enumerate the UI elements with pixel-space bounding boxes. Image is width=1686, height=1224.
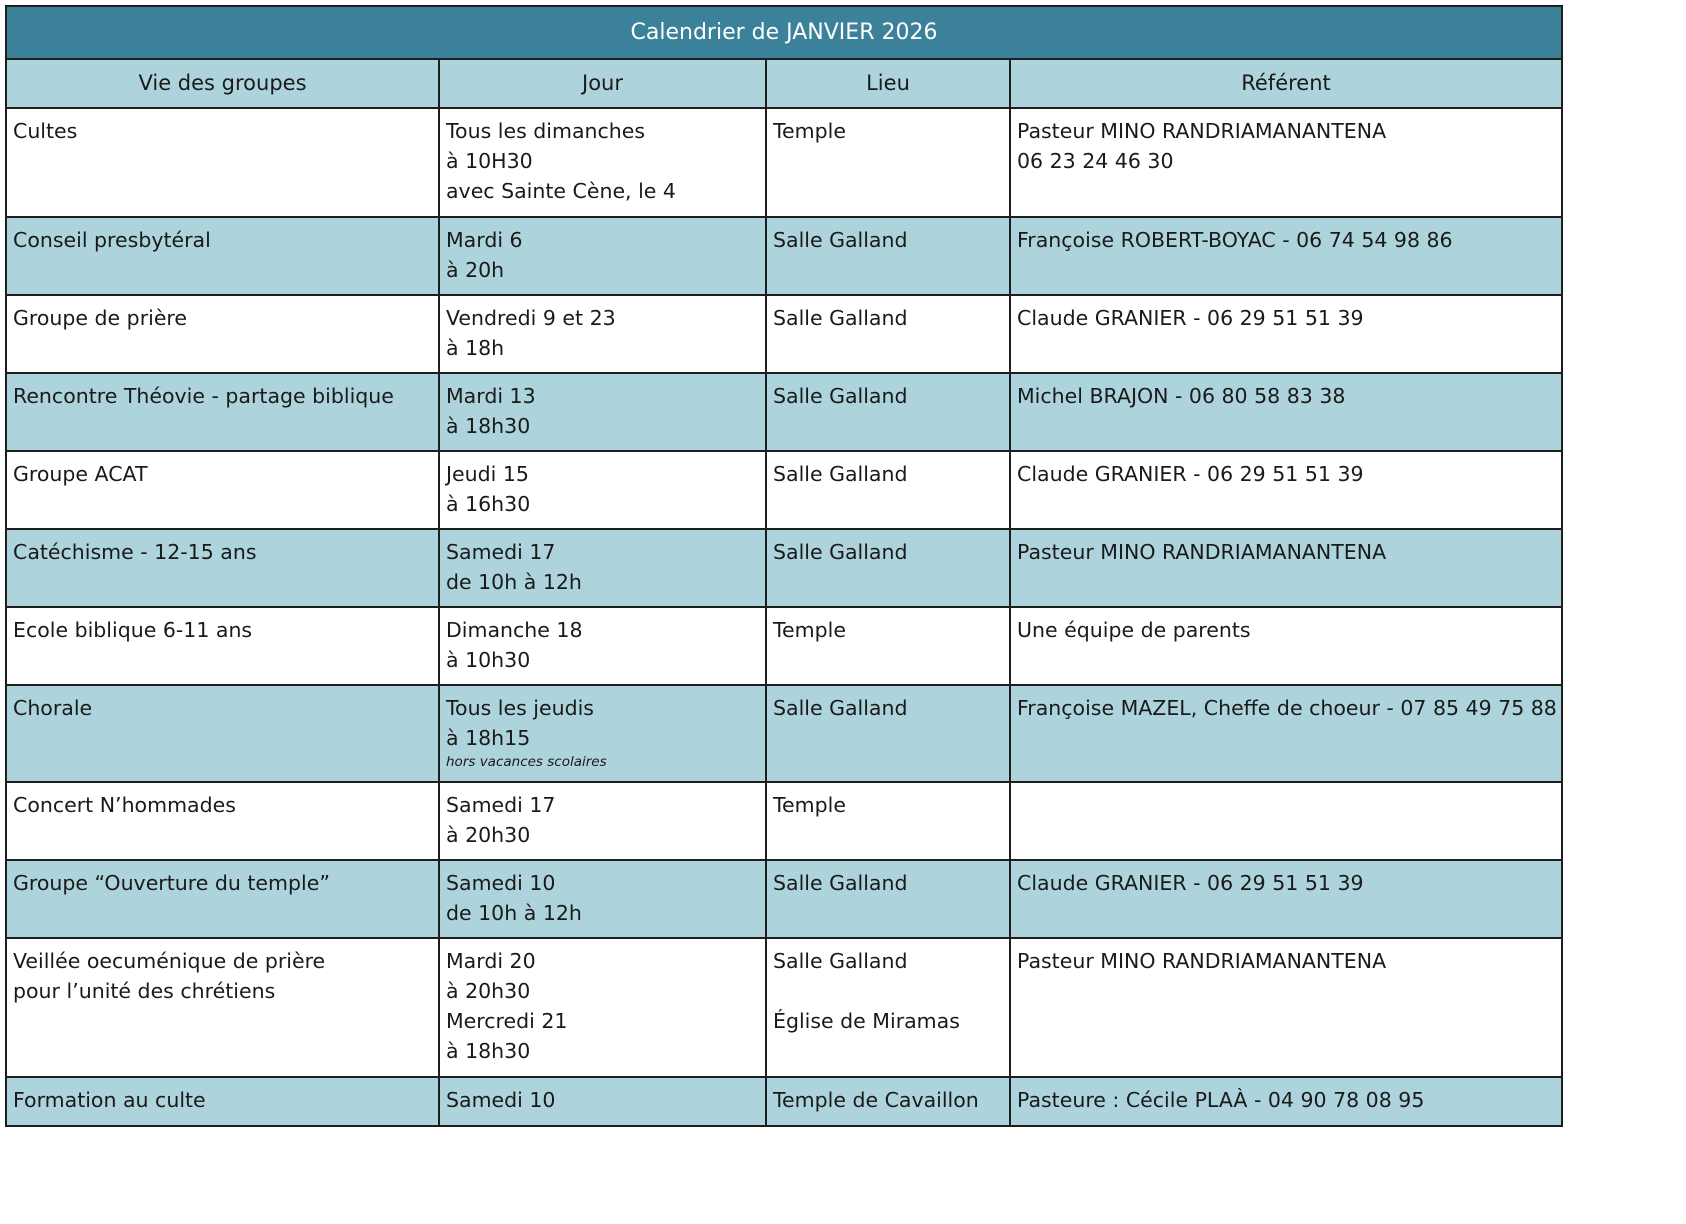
- cell-line: Claude GRANIER - 06 29 51 51 39: [1017, 462, 1364, 486]
- cell-lieu: [766, 860, 1010, 938]
- cell-groupe: [6, 685, 439, 782]
- table-row: [6, 607, 1562, 685]
- cell-line: Françoise MAZEL, Cheffe de choeur - 07 85 49 75 88: [1017, 696, 1557, 720]
- cell-jour: [439, 295, 766, 373]
- cell-lieu: [766, 529, 1010, 607]
- cell-line: Tous les jeudis: [446, 696, 594, 720]
- cell-jour: [439, 685, 766, 782]
- cell-line: Jeudi 15: [446, 462, 529, 486]
- cell-groupe: [6, 295, 439, 373]
- cell-line: Samedi 10: [446, 1088, 556, 1112]
- cell-line: Ecole biblique 6-11 ans: [13, 618, 253, 642]
- cell-line: Michel BRAJON - 06 80 58 83 38: [1017, 384, 1346, 408]
- cell-line: Veillée oecuménique de prière: [13, 949, 326, 973]
- header-jour: Jour: [439, 59, 766, 108]
- cell-line: Rencontre Théovie - partage biblique: [13, 384, 394, 408]
- cell-lieu: [766, 217, 1010, 295]
- cell-line: Temple: [773, 618, 846, 642]
- cell-lieu: [766, 938, 1010, 1077]
- title-row: [6, 6, 1562, 59]
- cell-line: Temple de Cavaillon: [773, 1088, 979, 1112]
- cell-line: Catéchisme - 12-15 ans: [13, 540, 257, 564]
- cell-line: Mercredi 21: [446, 1009, 568, 1033]
- cell-line: Groupe de prière: [13, 306, 188, 330]
- cell-line: de 10h à 12h: [446, 570, 582, 594]
- cell-line: Samedi 17: [446, 540, 556, 564]
- cell-line: Pasteur MINO RANDRIAMANANTENA: [1017, 119, 1387, 143]
- cell-line: à 16h30: [446, 492, 531, 516]
- cell-lieu: [766, 607, 1010, 685]
- cell-line: à 20h: [446, 258, 505, 282]
- cell-jour: [439, 860, 766, 938]
- cell-line: Mardi 20: [446, 949, 536, 973]
- cell-lieu: [766, 373, 1010, 451]
- cell-line: Cultes: [13, 119, 78, 143]
- cell-line: Mardi 13: [446, 384, 536, 408]
- cell-line: Pasteure : Cécile PLAÀ - 04 90 78 08 95: [1017, 1088, 1425, 1112]
- table-row: [6, 217, 1562, 295]
- cell-referent: [1010, 295, 1562, 373]
- cell-line: Temple: [773, 793, 846, 817]
- cell-line: Claude GRANIER - 06 29 51 51 39: [1017, 871, 1364, 895]
- cell-jour: [439, 529, 766, 607]
- cell-line: [773, 976, 1003, 1006]
- table-row: [6, 373, 1562, 451]
- cell-line: à 20h30: [446, 823, 531, 847]
- table-row: [6, 451, 1562, 529]
- table-row: [6, 1077, 1562, 1126]
- cell-line: Samedi 17: [446, 793, 556, 817]
- cell-line: Dimanche 18: [446, 618, 583, 642]
- cell-referent: [1010, 108, 1562, 217]
- cell-groupe: [6, 1077, 439, 1126]
- cell-jour: [439, 938, 766, 1077]
- schedule-note: hors vacances scolaires: [446, 754, 607, 770]
- calendar-table: [5, 5, 1563, 1127]
- cell-line: de 10h à 12h: [446, 901, 582, 925]
- cell-referent: [1010, 373, 1562, 451]
- cell-line: Salle Galland: [773, 228, 908, 252]
- cell-line: Mardi 6: [446, 228, 523, 252]
- cell-line: Samedi 10: [446, 871, 556, 895]
- cell-groupe: [6, 860, 439, 938]
- cell-referent: [1010, 1077, 1562, 1126]
- cell-referent: [1010, 782, 1562, 860]
- cell-lieu: [766, 1077, 1010, 1126]
- cell-line: à 20h30: [446, 979, 531, 1003]
- cell-line: Groupe “Ouverture du temple”: [13, 871, 330, 895]
- cell-groupe: [6, 529, 439, 607]
- cell-line: Formation au culte: [13, 1088, 206, 1112]
- table-row: [6, 860, 1562, 938]
- cell-groupe: [6, 108, 439, 217]
- cell-jour: [439, 782, 766, 860]
- cell-referent: [1010, 938, 1562, 1077]
- table-row: [6, 108, 1562, 217]
- cell-groupe: [6, 217, 439, 295]
- cell-line: Église de Miramas: [773, 1009, 960, 1033]
- header-lieu: Lieu: [766, 59, 1010, 108]
- cell-groupe: [6, 938, 439, 1077]
- cell-line: Salle Galland: [773, 540, 908, 564]
- cell-line: Salle Galland: [773, 306, 908, 330]
- cell-referent: [1010, 451, 1562, 529]
- header-groupe: Vie des groupes: [6, 59, 439, 108]
- cell-line: Tous les dimanches: [446, 119, 646, 143]
- header-row: [6, 59, 1562, 108]
- cell-line: à 18h30: [446, 414, 531, 438]
- cell-lieu: [766, 108, 1010, 217]
- cell-line: pour l’unité des chrétiens: [13, 979, 276, 1003]
- cell-line: 06 23 24 46 30: [1017, 149, 1174, 173]
- cell-referent: [1010, 529, 1562, 607]
- cell-groupe: [6, 373, 439, 451]
- cell-lieu: [766, 295, 1010, 373]
- table-row: [6, 782, 1562, 860]
- cell-lieu: [766, 685, 1010, 782]
- cell-line: Claude GRANIER - 06 29 51 51 39: [1017, 306, 1364, 330]
- cell-line: Concert N’hommades: [13, 793, 236, 817]
- cell-lieu: [766, 782, 1010, 860]
- cell-line: Salle Galland: [773, 871, 908, 895]
- cell-jour: [439, 1077, 766, 1126]
- cell-jour: [439, 373, 766, 451]
- table-row: [6, 295, 1562, 373]
- cell-line: Salle Galland: [773, 696, 908, 720]
- cell-line: Salle Galland: [773, 949, 908, 973]
- cell-groupe: [6, 782, 439, 860]
- table-row: [6, 529, 1562, 607]
- cell-line: Pasteur MINO RANDRIAMANANTENA: [1017, 949, 1387, 973]
- cell-referent: [1010, 217, 1562, 295]
- cell-line: Salle Galland: [773, 384, 908, 408]
- table-row: [6, 685, 1562, 782]
- cell-line: Salle Galland: [773, 462, 908, 486]
- cell-line: à 18h30: [446, 1039, 531, 1063]
- cell-jour: [439, 607, 766, 685]
- cell-referent: [1010, 860, 1562, 938]
- cell-referent: [1010, 607, 1562, 685]
- cell-line: à 18h: [446, 336, 505, 360]
- cell-line: Une équipe de parents: [1017, 618, 1251, 642]
- cell-line: Françoise ROBERT-BOYAC - 06 74 54 98 86: [1017, 228, 1453, 252]
- cell-referent: [1010, 685, 1562, 782]
- cell-line: avec Sainte Cène, le 4: [446, 179, 676, 203]
- cell-jour: [439, 108, 766, 217]
- calendar-title: Calendrier de JANVIER 2026: [6, 6, 1562, 59]
- cell-line: à 10H30: [446, 149, 533, 173]
- cell-line: à 18h15: [446, 726, 531, 750]
- cell-groupe: [6, 451, 439, 529]
- cell-line: Chorale: [13, 696, 93, 720]
- calendar-body: [6, 108, 1562, 1126]
- cell-line: à 10h30: [446, 648, 531, 672]
- header-referent: Référent: [1010, 59, 1562, 108]
- table-row: [6, 938, 1562, 1077]
- cell-line: Conseil presbytéral: [13, 228, 211, 252]
- cell-line: Vendredi 9 et 23: [446, 306, 616, 330]
- cell-line: Temple: [773, 119, 846, 143]
- cell-line: Groupe ACAT: [13, 462, 148, 486]
- cell-jour: [439, 451, 766, 529]
- cell-lieu: [766, 451, 1010, 529]
- cell-jour: [439, 217, 766, 295]
- cell-line: Pasteur MINO RANDRIAMANANTENA: [1017, 540, 1387, 564]
- cell-groupe: [6, 607, 439, 685]
